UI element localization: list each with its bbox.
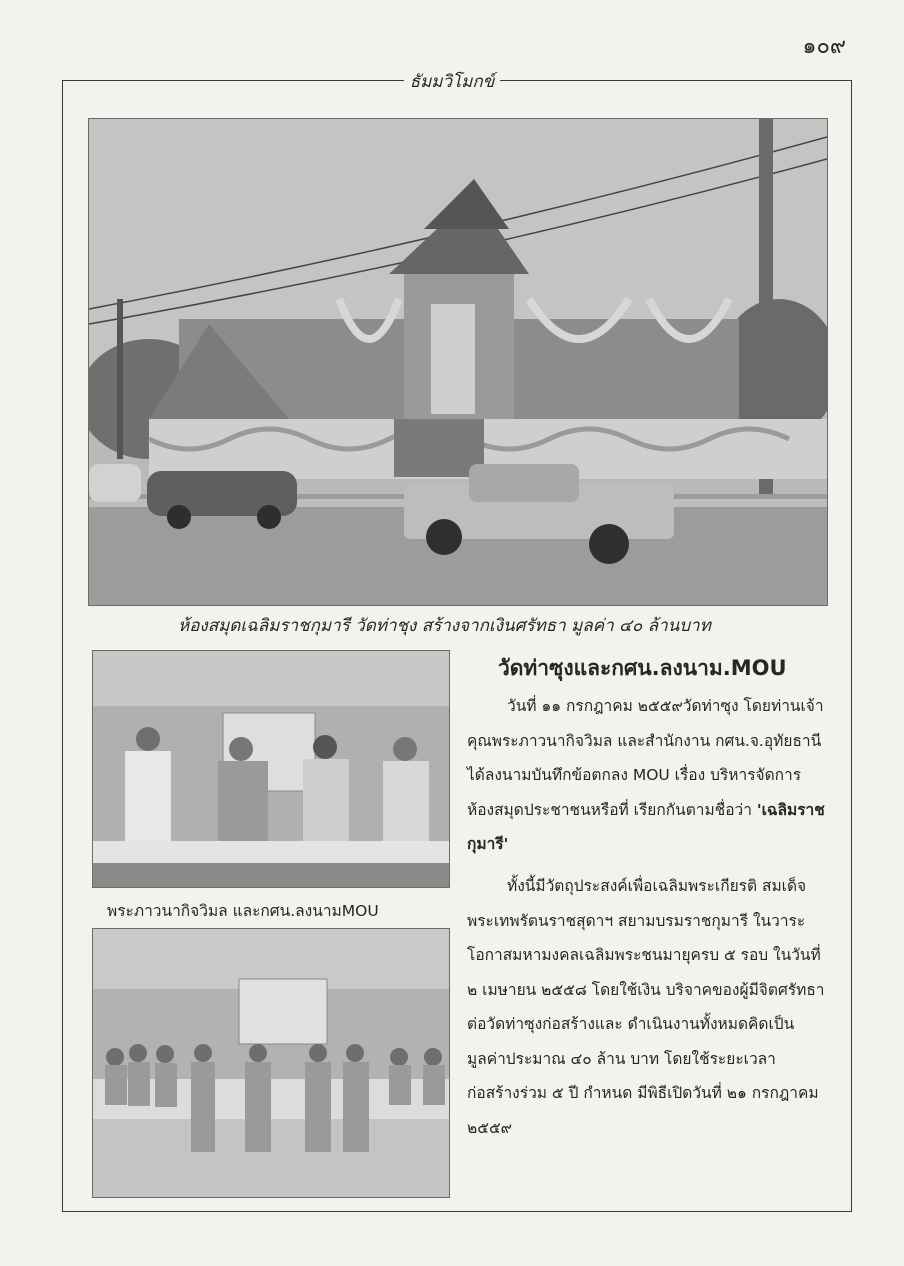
running-header-text: ธัมมวิโมกข์	[404, 72, 501, 92]
article-title: วัดท่าซุงและกศน.ลงนาม.MOU	[498, 656, 787, 680]
article-paragraph-1	[467, 689, 827, 862]
article-paragraph-2	[467, 869, 827, 1145]
running-header	[0, 58, 904, 92]
middle-photo-caption: พระภาวนากิจวิมล และกศน.ลงนามMOU	[107, 902, 379, 920]
article-highlight: 'เฉลิมราชกุมารี'	[467, 800, 825, 853]
group-photo	[92, 928, 450, 1198]
top-photo-caption: ห้องสมุดเฉลิมราชกุมารี วัดท่าชุง สร้างจากเงินศรัทธา มูลค่า ๔๐ ล้านบาท	[178, 616, 711, 636]
article-paragraph-1-text: วันที่ ๑๑ กรกฎาคม ๒๕๕๙วัดท่าซุง โดยท่านเจ้าคุณพระภาวนากิจวิมล และสำนักงาน กศน.จ.อุทัยธานี ได้ลงนามบันทึกข้อตกลง MOU เรื่อง บริหารจัดการห้องสมุดประชาชนหรือที่ เรียกกันตามชื่อว่า	[467, 697, 824, 819]
page-number: ๑๐๙	[802, 34, 846, 59]
article-paragraph-2-text: ทั้งนี้มีวัตถุประสงค์เพื่อเฉลิมพระเกียรติ สมเด็จพระเทพรัตนราชสุดาฯ สยามบรมราชกุมารี ในวาระโอกาสมหามงคลเฉลิมพระชนมายุครบ ๕ รอบ ในวันที่ ๒ เมษายน ๒๕๕๘ โดยใช้เงิน บริจาคของผู้มีจิตศรัทธาต่อวัดท่าซุงก่อสร้างและ ดำเนินงานทั้งหมดคิดเป็นมูลค่าประมาณ ๔๐ ล้าน บาท โดยใช้ระยะเวลาก่อสร้างร่วม ๕ ปี กำหนด มีพิธีเปิดวันที่ ๒๑ กรกฎาคม ๒๕๕๙	[467, 877, 825, 1137]
mou-signing-photo	[92, 650, 450, 888]
library-building-photo	[88, 118, 828, 606]
